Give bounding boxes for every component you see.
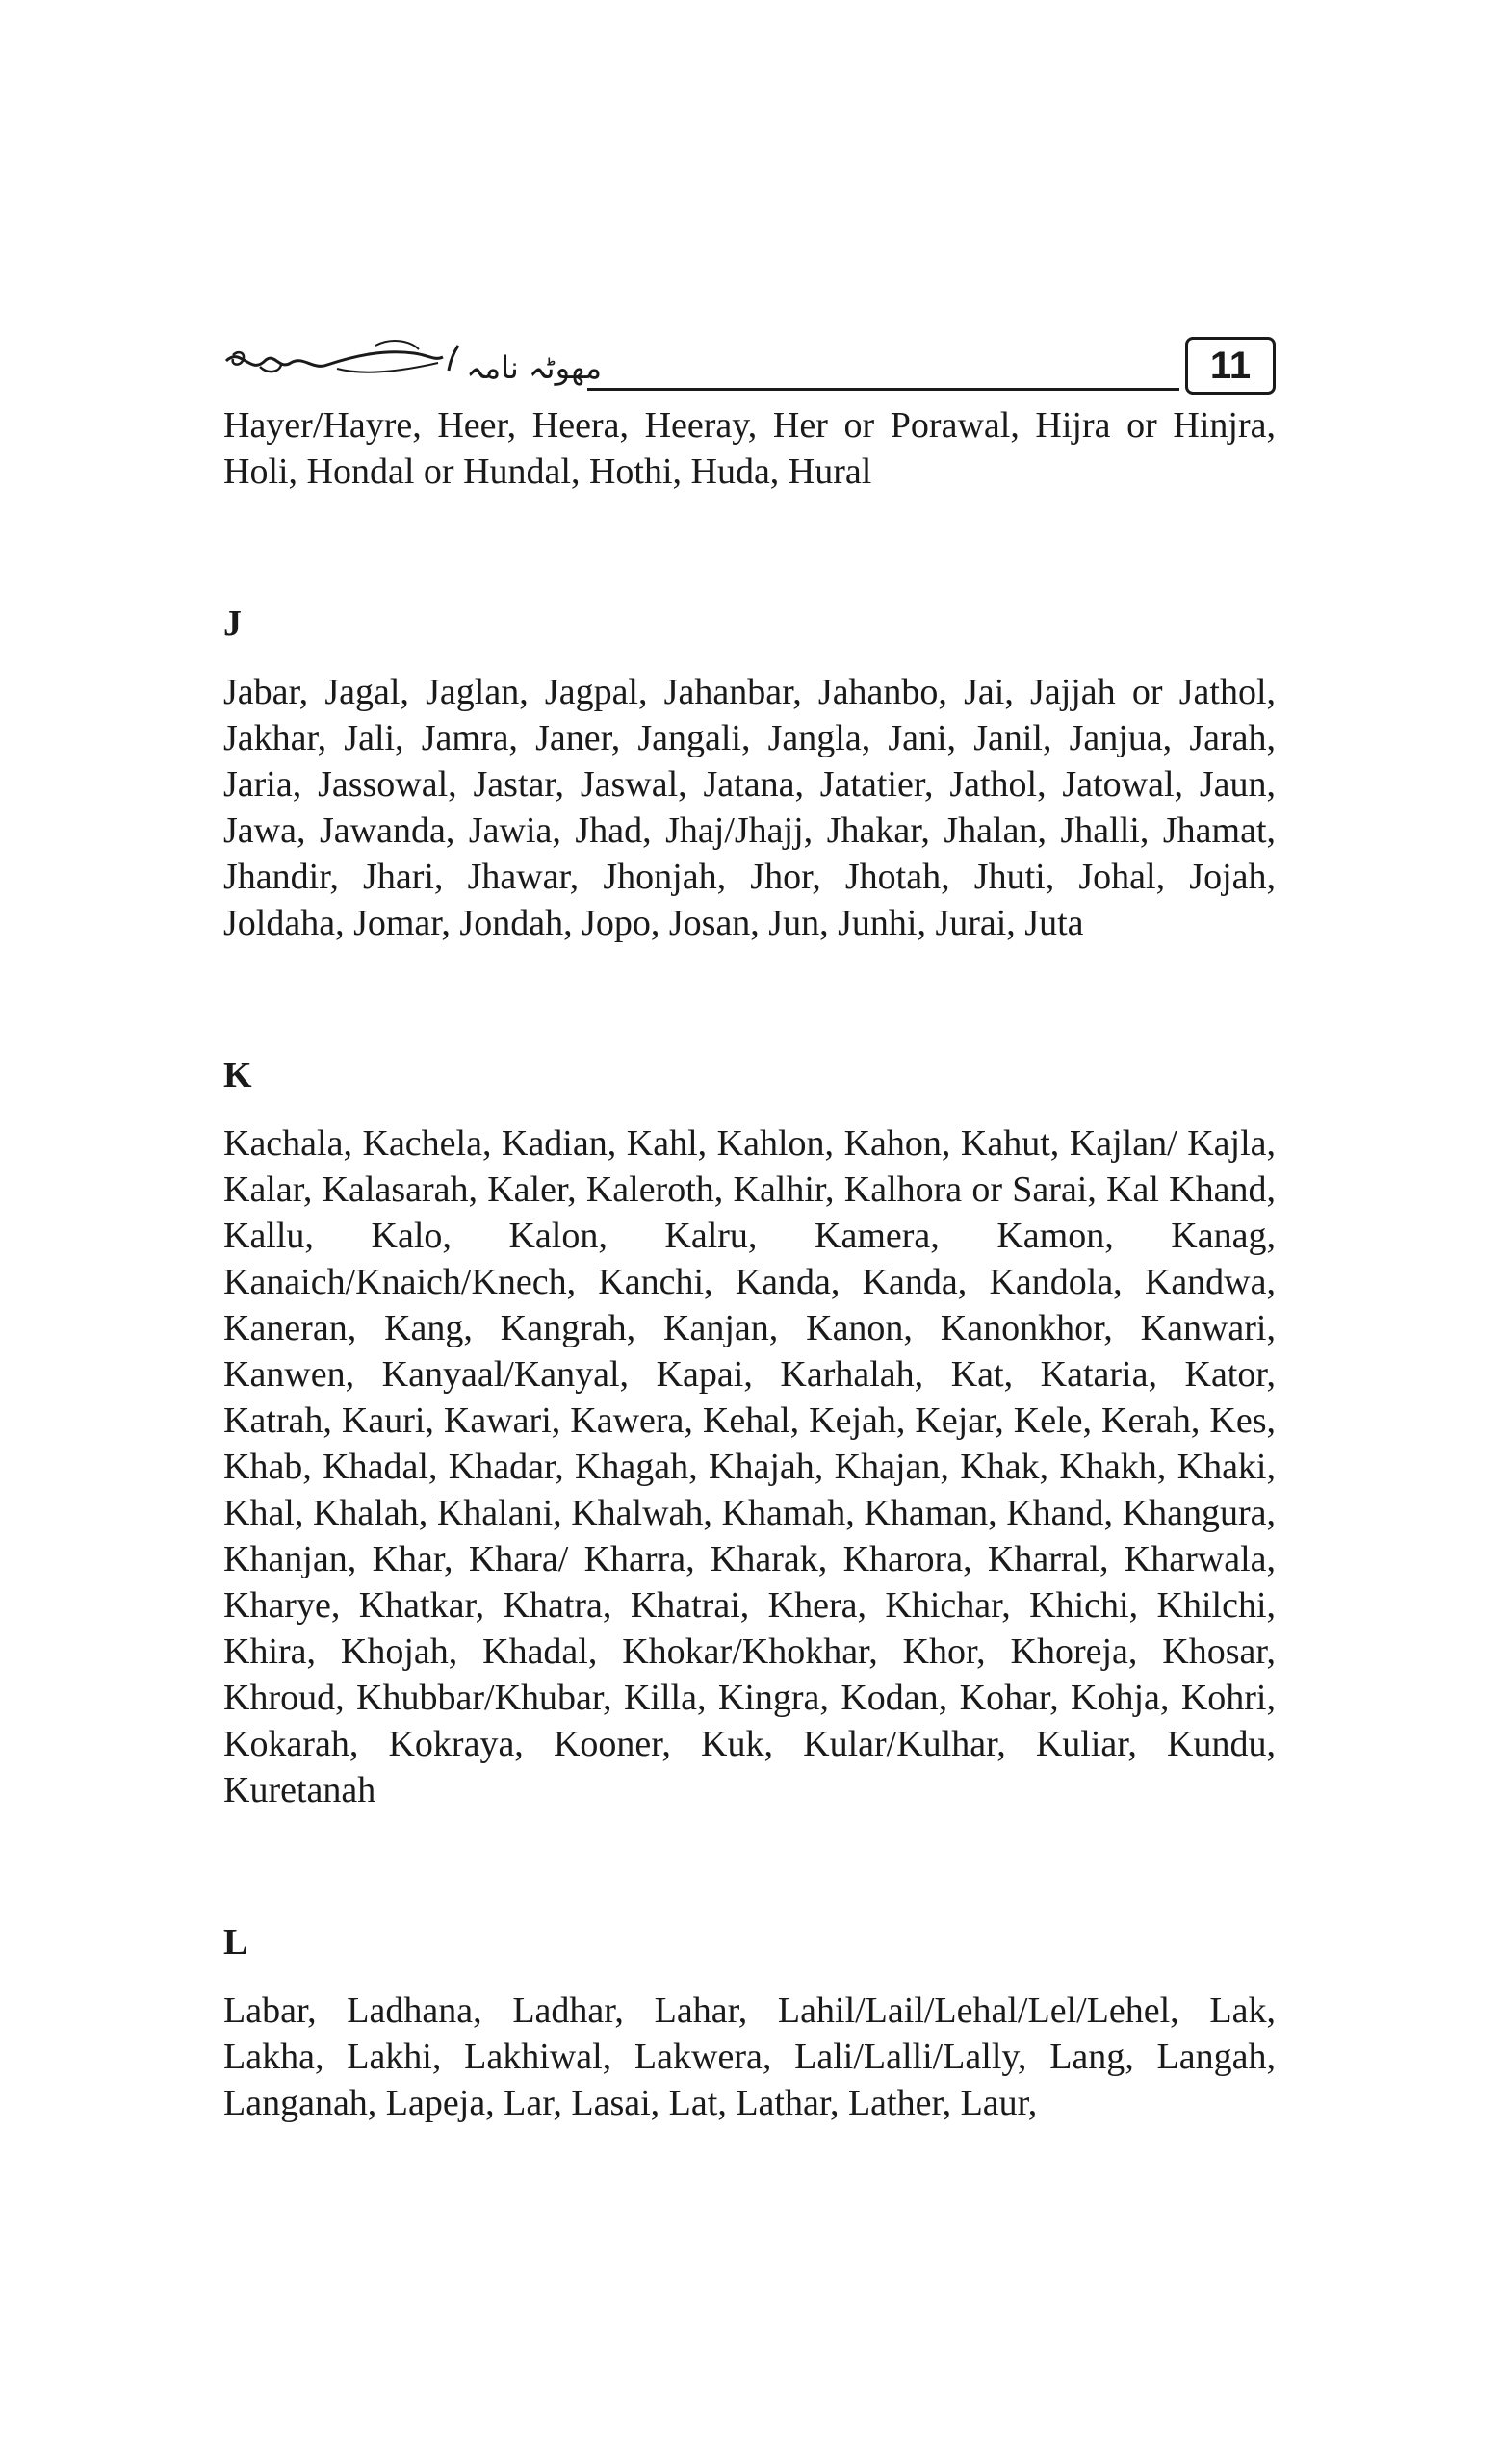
header-rule [587, 388, 1179, 391]
section-heading-l: L [223, 1922, 248, 1963]
intro-paragraph: Hayer/Hayre, Heer, Heera, Heeray, Her or Porawal, Hijra or Hinjra, Holi, Hondal or Hundal, Hothi, Huda, Hural [223, 405, 1276, 492]
section-paragraph-k: Kachala, Kachela, Kadian, Kahl, Kahlon, Kahon, Kahut, Kajlan/ Kajla, Kalar, Kalasarah, Kaler, Kaleroth, Kalhir, Kalhora or Sarai, Kal Khand, Kallu, Kalo, Kalon, Kalru, Kamera, Kamon, Kanag, Kanaich/Knaich/Knech, Kanchi, Kanda, Kanda, Kandola, Kandwa, Kaneran, Kang, Kangrah, Kanjan, Kanon, Kanonkhor, Kanwari, Kanwen, Kanyaal/Kanyal, Kapai, Karhalah, Kat, Kataria, Kator, Katrah, Kauri, Kawari, Kawera, Kehal, Kejah, Kejar, Kele, Kerah, Kes, Khab, Khadal, Khadar, Khagah, Khajah, Khajan, Khak, Khakh, Khaki, Khal, Khalah, Khalani, Khalwah, Khamah, Khaman, Khand, Khangura, Khanjan, Khar, Khara/ Kharra, Kharak, Kharora, Kharral, Kharwala, Kharye, Khatkar, Khatra, Khatrai, Khera, Khichar, Khichi, Khilchi, Khira, Khojah, Khadal, Khokar/Khokhar, Khor, Khoreja, Khosar, Khroud, Khubbar/Khubar, Killa, Kingra, Kodan, Kohar, Kohja, Kohri, Kokarah, Kokraya, Kooner, Kuk, Kular/Kulhar, Kuliar, Kundu, Kuretanah [223, 1123, 1276, 1810]
section-heading-j: J [223, 603, 242, 644]
section-paragraph-l: Labar, Ladhana, Ladhar, Lahar, Lahil/Lail/Lehal/Lel/Lehel, Lak, Lakha, Lakhi, Lakhiwal, Lakwera, Lali/Lalli/Lally, Lang, Langah, Langanah, Lapeja, Lar, Lasai, Lat, Lathar, Lather, Laur, [223, 1990, 1276, 2123]
page-header [221, 332, 1276, 399]
calligraphy-ornament-icon [221, 332, 607, 390]
section-paragraph-j: Jabar, Jagal, Jaglan, Jagpal, Jahanbar, Jahanbo, Jai, Jajjah or Jathol, Jakhar, Jali, Jamra, Janer, Jangali, Jangla, Jani, Janil, Janjua, Jarah, Jaria, Jassowal, Jastar, Jaswal, Jatana, Jatatier, Jathol, Jatowal, Jaun, Jawa, Jawanda, Jawia, Jhad, Jhaj/Jhajj, Jhakar, Jhalan, Jhalli, Jhamat, Jhandir, Jhari, Jhawar, Jhonjah, Jhor, Jhotah, Jhuti, Johal, Jojah, Joldaha, Jomar, Jondah, Jopo, Josan, Jun, Junhi, Jurai, Juta [223, 672, 1276, 943]
page-body [223, 402, 1276, 2126]
header-title-urdu: مھوٹہ نامہ [466, 349, 602, 386]
section-heading-k: K [223, 1055, 252, 1095]
page-number: 11 [1185, 337, 1276, 395]
